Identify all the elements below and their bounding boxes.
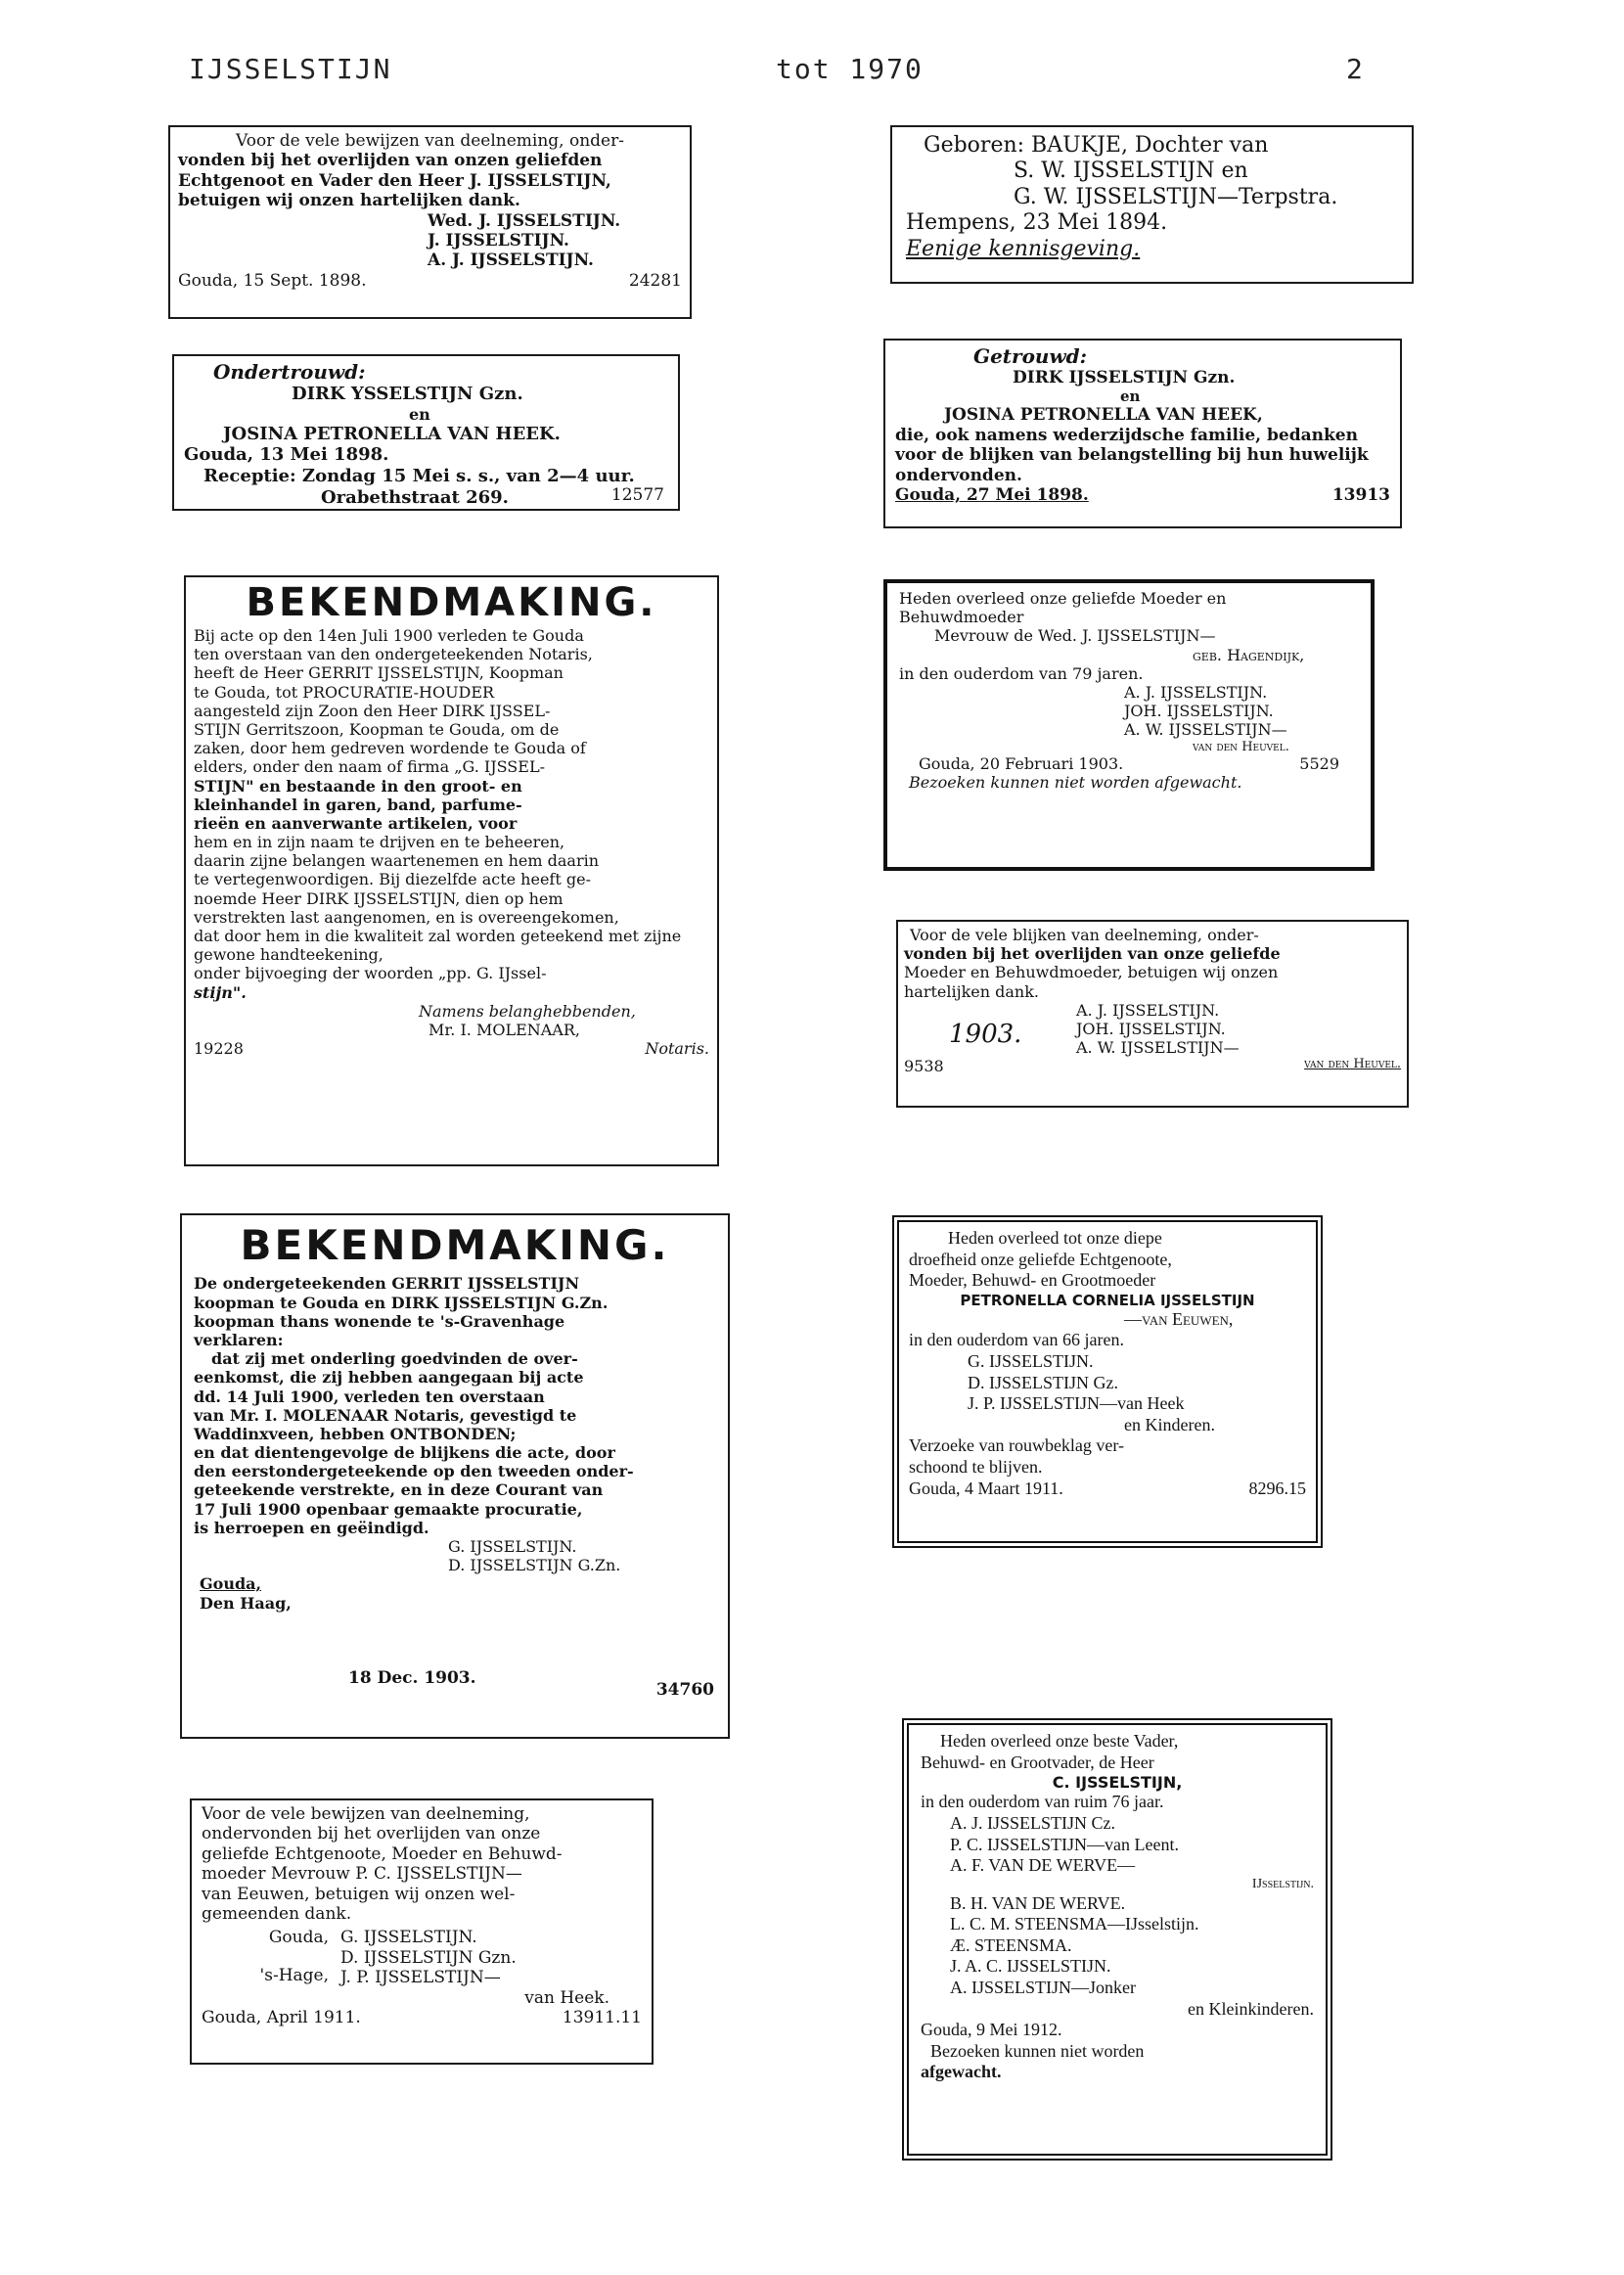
notice-text-line: gemeenden dank. bbox=[202, 1903, 352, 1924]
notice-text-line: te Gouda, tot PROCURATIE-HOUDER bbox=[194, 682, 495, 702]
signer: A. F. VAN DE WERVE— bbox=[950, 1855, 1136, 1876]
notice-text-line: Moeder en Behuwdmoeder, betuigen wij onzen bbox=[904, 963, 1279, 982]
notice-text-line: Waddinxveen, hebben ONTBONDEN; bbox=[194, 1424, 517, 1443]
signer: P. C. IJSSELSTIJN—van Leent. bbox=[950, 1834, 1179, 1854]
notice-text-line: dd. 14 Juli 1900, verleden ten overstaan bbox=[194, 1387, 545, 1406]
signer: van Heek. bbox=[524, 1987, 609, 2008]
notice-death-1911 bbox=[892, 1215, 1323, 1548]
signer: D. IJSSELSTIJN Gzn. bbox=[340, 1947, 517, 1968]
notice-number: 13913 bbox=[1331, 484, 1390, 505]
signer: van den Heuvel. bbox=[1304, 1057, 1401, 1072]
signer: G. IJSSELSTIJN. bbox=[448, 1537, 577, 1557]
notice-date: Gouda, 20 Februari 1903. bbox=[919, 754, 1124, 774]
notice-text-line: van Eeuwen, betuigen wij onzen wel- bbox=[202, 1884, 516, 1904]
notice-date: Gouda, 27 Mei 1898. bbox=[895, 484, 1089, 505]
signer: A. J. IJSSELSTIJN. bbox=[1076, 1000, 1220, 1020]
maiden-name: —van Eeuwen, bbox=[1124, 1308, 1234, 1329]
notice-text-line: vonden bij het overlijden van onzen geliefden bbox=[178, 151, 603, 171]
notice-text-line: dat door hem in die kwaliteit zal worden geteekend met zijne gewone handteekening, bbox=[194, 927, 682, 965]
notary-title: Notaris. bbox=[645, 1039, 709, 1059]
signer: B. H. VAN DE WERVE. bbox=[950, 1892, 1126, 1913]
notice-text-line: Heden overleed tot onze diepe bbox=[948, 1228, 1162, 1248]
notice-text-line: noemde Heer DIRK IJSSELSTIJN, dien op hem bbox=[194, 888, 564, 908]
place-gouda: Gouda, bbox=[200, 1574, 262, 1594]
signer: en Kinderen. bbox=[1124, 1414, 1215, 1434]
notice-text-line: Heden overleed onze geliefde Moeder en bbox=[899, 589, 1227, 608]
reception-info: Receptie: Zondag 15 Mei s. s., van 2—4 uur. bbox=[203, 465, 635, 486]
signer: G. IJSSELSTIJN. bbox=[968, 1350, 1094, 1371]
header-title: IJSSELSTIJN bbox=[189, 53, 392, 85]
notice-number: 12577 bbox=[610, 485, 664, 505]
signer: JOH. IJSSELSTIJN. bbox=[1124, 702, 1274, 721]
notice-announcement-1903 bbox=[180, 1213, 730, 1739]
notice-text-line: Voor de vele bewijzen van deelneming, onder- bbox=[236, 131, 624, 151]
groom-name: DIRK IJSSELSTIJN Gzn. bbox=[1013, 368, 1236, 387]
notice-date: Gouda, 4 Maart 1911. bbox=[909, 1478, 1063, 1498]
notice-married bbox=[883, 339, 1402, 528]
age-line: in den ouderdom van ruim 76 jaar. bbox=[921, 1792, 1164, 1812]
notice-text-line: Behuwd- en Grootvader, de Heer bbox=[921, 1752, 1154, 1772]
notice-text-line: ondervonden bij het overlijden van onze bbox=[202, 1824, 541, 1844]
header-period: tot 1970 bbox=[776, 53, 924, 85]
notice-text-line: geteekende verstrekte, en in deze Courant van bbox=[194, 1480, 604, 1500]
notice-thanks-1911 bbox=[190, 1798, 654, 2065]
signer: A. J. IJSSELSTIJN. bbox=[1124, 682, 1268, 702]
signer: van den Heuvel. bbox=[1193, 739, 1289, 754]
notice-number: 5529 bbox=[1299, 754, 1339, 774]
notice-text-line: die, ook namens wederzijdsche familie, bedanken bbox=[895, 425, 1358, 445]
notice-number: 8296.15 bbox=[1248, 1478, 1306, 1498]
notice-text-line: elders, onder den naam of firma „G. IJSSEL- bbox=[194, 757, 545, 777]
signer: A. J. IJSSELSTIJN Cz. bbox=[950, 1812, 1116, 1833]
notice-text-line: hartelijken dank. bbox=[904, 981, 1040, 1001]
notice-text-line: ten overstaan van den ondergeteekenden Notaris, bbox=[194, 645, 593, 664]
conjunction: en bbox=[409, 404, 430, 424]
signer: en Kleinkinderen. bbox=[1188, 1998, 1314, 2019]
notice-title: BEKENDMAKING. bbox=[240, 1221, 670, 1269]
place-den-haag: Den Haag, bbox=[200, 1593, 292, 1613]
notice-number: 19228 bbox=[194, 1039, 244, 1059]
notice-text-line: STIJN Gerritszoon, Koopman te Gouda, om de bbox=[194, 719, 560, 739]
notice-text-line: betuigen wij onzen hartelijken dank. bbox=[178, 191, 520, 211]
notice-text-line: Geboren: BAUKJE, Dochter van bbox=[924, 133, 1269, 158]
notice-text-line: van Mr. I. MOLENAAR Notaris, gevestigd te bbox=[194, 1405, 577, 1425]
page-number: 2 bbox=[1346, 53, 1365, 85]
notice-text-line: voor de blijken van belangstelling bij hun huwelijk bbox=[895, 445, 1369, 466]
notice-text-line: droefheid onze geliefde Echtgenoote, bbox=[909, 1249, 1172, 1269]
signer: L. C. M. STEENSMA—IJsselstijn. bbox=[950, 1914, 1199, 1934]
signer: J. A. C. IJSSELSTIJN. bbox=[950, 1956, 1111, 1977]
notice-text-line: daarin zijne belangen waartenemen en hem daarin bbox=[194, 851, 600, 871]
notice-text-line: STIJN" en bestaande in den groot- en bbox=[194, 776, 522, 796]
notice-text-line: hem en in zijn naam te drijven en te beheeren, bbox=[194, 833, 565, 852]
notice-text-line: zaken, door hem gedreven wordende te Gouda of bbox=[194, 739, 586, 758]
notice-text-line: Voor de vele bewijzen van deelneming, bbox=[202, 1804, 530, 1824]
address: Orabethstraat 269. bbox=[321, 486, 509, 508]
notice-note: Eenige kennisgeving. bbox=[906, 236, 1141, 261]
signer: A. IJSSELSTIJN—Jonker bbox=[950, 1977, 1137, 1997]
notice-number: 34760 bbox=[655, 1680, 714, 1700]
notice-text-line: Heden overleed onze beste Vader, bbox=[940, 1731, 1179, 1751]
notice-title: BEKENDMAKING. bbox=[246, 580, 657, 625]
notice-title: Getrouwd: bbox=[973, 344, 1088, 368]
signer: Æ. STEENSMA. bbox=[950, 1934, 1072, 1955]
notice-text-line: te vertegenwoordigen. Bij diezelfde acte heeft ge- bbox=[194, 870, 591, 889]
notice-number: 9538 bbox=[904, 1057, 944, 1076]
age-line: in den ouderdom van 79 jaren. bbox=[899, 663, 1144, 683]
signer: JOH. IJSSELSTIJN. bbox=[1076, 1019, 1226, 1038]
notice-text-line: Behuwdmoeder bbox=[899, 608, 1024, 627]
notice-date: Gouda, 9 Mei 1912. bbox=[921, 2020, 1062, 2040]
notice-text-line: ondervonden. bbox=[895, 465, 1022, 485]
notice-text-line: verstrekten last aangenomen, en is overeengekomen, bbox=[194, 907, 619, 927]
notice-text-line: Moeder, Behuwd- en Grootmoeder bbox=[909, 1270, 1156, 1291]
notice-text-line: rieën en aanverwante artikelen, voor bbox=[194, 813, 518, 833]
notice-thanks-1903 bbox=[896, 920, 1409, 1108]
deceased-name: PETRONELLA CORNELIA IJSSELSTIJN bbox=[960, 1291, 1255, 1309]
notice-title: Ondertrouwd: bbox=[213, 360, 366, 384]
deceased-name: C. IJSSELSTIJN, bbox=[1052, 1773, 1183, 1793]
place-s-hage: 's-Hage, bbox=[259, 1965, 329, 1985]
notice-text-line: Verzoeke van rouwbeklag ver- bbox=[909, 1435, 1125, 1456]
notice-engagement bbox=[172, 354, 680, 511]
notice-date: Gouda, April 1911. bbox=[202, 2007, 361, 2027]
notice-text-line: dat zij met onderling goedvinden de over- bbox=[211, 1349, 578, 1369]
signer: D. IJSSELSTIJN G.Zn. bbox=[448, 1556, 621, 1575]
handwritten-year: 1903. bbox=[949, 1020, 1022, 1049]
notice-date: Gouda, 13 Mei 1898. bbox=[184, 444, 389, 466]
notice-text-line: aangesteld zijn Zoon den Heer DIRK IJSSEL- bbox=[194, 701, 551, 720]
notice-death-1903 bbox=[883, 579, 1375, 871]
notice-text-line: heeft de Heer GERRIT IJSSELSTIJN, Koopman bbox=[194, 663, 564, 683]
notice-text-line: S. W. IJSSELSTIJN en bbox=[1014, 159, 1248, 184]
on-behalf-line: Namens belanghebbenden, bbox=[419, 1001, 636, 1021]
notice-text-line: kleinhandel in garen, band, parfume- bbox=[194, 795, 522, 814]
notice-text-line: onder bijvoeging der woorden „pp. G. IJssel- bbox=[194, 964, 547, 983]
notice-number: 13911.11 bbox=[562, 2007, 642, 2027]
notice-birth bbox=[890, 125, 1414, 284]
notice-text-line: den eerstondergeteekende op den tweeden onder- bbox=[194, 1462, 634, 1481]
notice-announcement-1900 bbox=[184, 575, 719, 1166]
notice-thanks-1898 bbox=[168, 125, 692, 319]
groom-name: DIRK YSSELSTIJN Gzn. bbox=[292, 384, 523, 404]
signer: Wed. J. IJSSELSTIJN. bbox=[428, 210, 621, 231]
notice-note: afgewacht. bbox=[921, 2062, 1002, 2082]
notice-text-line: koopman te Gouda en DIRK IJSSELSTIJN G.Zn. bbox=[194, 1293, 609, 1312]
signer: G. IJSSELSTIJN. bbox=[340, 1928, 477, 1948]
notice-date: 18 Dec. 1903. bbox=[348, 1668, 476, 1688]
notice-text-line: De ondergeteekenden GERRIT IJSSELSTIJN bbox=[194, 1274, 580, 1294]
signer: A. W. IJSSELSTIJN— bbox=[1124, 720, 1287, 740]
notice-text-line: G. W. IJSSELSTIJN—Terpstra. bbox=[1014, 184, 1338, 209]
maiden-name: geb. Hagendijk, bbox=[1193, 645, 1305, 664]
signer: IJsselstijn. bbox=[1251, 1876, 1314, 1891]
notice-text-line: 17 Juli 1900 openbaar gemaakte procuratie, bbox=[194, 1499, 583, 1519]
notice-text-line: Echtgenoot en Vader den Heer J. IJSSELSTIJN, bbox=[178, 170, 611, 191]
notice-note: Bezoeken kunnen niet worden bbox=[930, 2040, 1145, 2061]
signer: D. IJSSELSTIJN Gz. bbox=[968, 1372, 1119, 1392]
place-gouda: Gouda, bbox=[268, 1928, 329, 1948]
bride-name: JOSINA PETRONELLA VAN HEEK. bbox=[223, 423, 561, 444]
signer: J. P. IJSSELSTIJN—van Heek bbox=[968, 1393, 1185, 1414]
notice-text-line: en dat dientengevolge de blijkens die acte, door bbox=[194, 1443, 615, 1463]
notice-text-line: verklaren: bbox=[194, 1330, 284, 1349]
notice-text-line: stijn". bbox=[194, 982, 247, 1002]
deceased-name: Mevrouw de Wed. J. IJSSELSTIJN— bbox=[934, 626, 1216, 646]
signer: A. W. IJSSELSTIJN— bbox=[1076, 1038, 1240, 1058]
notice-number: 24281 bbox=[628, 270, 682, 291]
notice-note: Bezoeken kunnen niet worden afgewacht. bbox=[909, 773, 1242, 793]
notice-date: Gouda, 15 Sept. 1898. bbox=[178, 270, 367, 291]
notice-text-line: vonden bij het overlijden van onze geliefde bbox=[904, 944, 1281, 964]
notice-text-line: moeder Mevrouw P. C. IJSSELSTIJN— bbox=[202, 1864, 522, 1885]
notice-text-line: schoond te blijven. bbox=[909, 1456, 1043, 1477]
notice-text-line: geliefde Echtgenoote, Moeder en Behuwd- bbox=[202, 1843, 563, 1864]
age-line: in den ouderdom van 66 jaren. bbox=[909, 1330, 1124, 1350]
notice-text-line: Bij acte op den 14en Juli 1900 verleden te Gouda bbox=[194, 626, 584, 645]
notice-text-line: koopman thans wonende te 's-Gravenhage bbox=[194, 1311, 565, 1331]
bride-name: JOSINA PETRONELLA VAN HEEK, bbox=[944, 405, 1263, 426]
notary-name: Mr. I. MOLENAAR, bbox=[429, 1020, 580, 1039]
notice-date: Hempens, 23 Mei 1894. bbox=[906, 210, 1168, 236]
notice-text-line: Voor de vele blijken van deelneming, onder- bbox=[910, 926, 1259, 944]
notice-death-1912 bbox=[902, 1718, 1332, 2161]
signer: J. IJSSELSTIJN. bbox=[428, 230, 569, 250]
notice-text-line: is herroepen en geëindigd. bbox=[194, 1518, 429, 1537]
signer: J. P. IJSSELSTIJN— bbox=[340, 1968, 501, 1988]
signer: A. J. IJSSELSTIJN. bbox=[428, 250, 594, 271]
conjunction: en bbox=[1120, 387, 1141, 406]
notice-text-line: eenkomst, die zij hebben aangegaan bij acte bbox=[194, 1368, 584, 1388]
